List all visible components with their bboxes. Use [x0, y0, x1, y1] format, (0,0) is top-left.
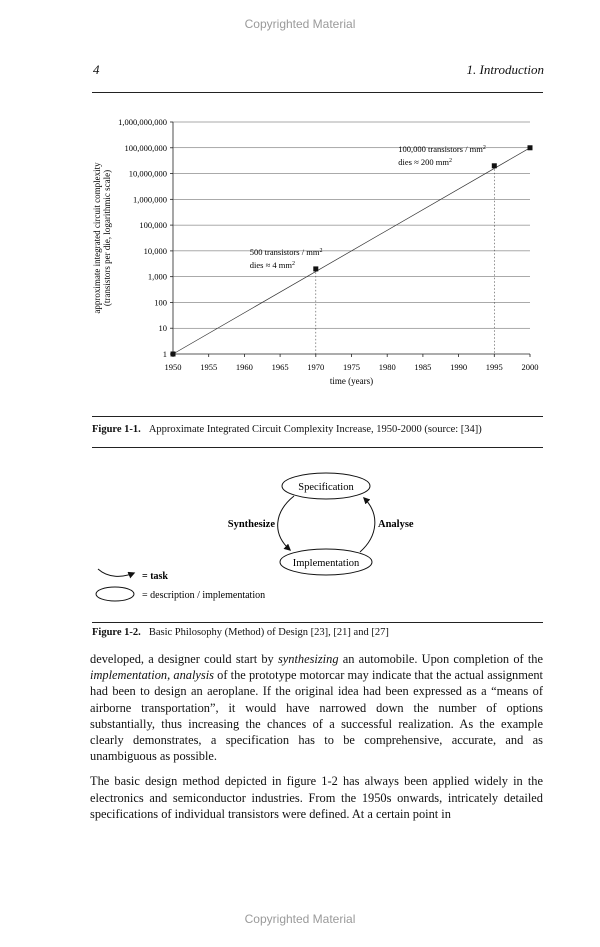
x-tick-label: 1975	[343, 362, 360, 372]
legend-task-arrow-icon	[98, 569, 134, 576]
x-tick-label: 1990	[450, 362, 468, 372]
watermark-bottom: Copyrighted Material	[244, 912, 356, 926]
legend-task-label: = task	[142, 571, 168, 582]
figure2-caption-text: Basic Philosophy (Method) of Design [23], [21] and [27]	[148, 627, 389, 638]
page-number: 4	[93, 62, 100, 77]
watermark-top: Copyrighted Material	[244, 17, 356, 31]
figure1-caption	[92, 424, 482, 435]
y-tick-label: 100,000	[139, 220, 167, 231]
analyse-label: Analyse	[378, 519, 414, 530]
paragraph-2: The basic design method depicted in figure 1-2 has always been applied widely in the electronics and semiconductor industries. From the 1950s onwards, intricately detailed specifications of individual transistors were defined. At a certain point in	[90, 774, 543, 821]
y-tick-label: 10,000,000	[128, 168, 167, 179]
x-tick-label: 1960	[235, 362, 253, 372]
x-tick-label: 1980	[378, 362, 396, 372]
x-axis-label: time (years)	[329, 376, 374, 386]
annotation-1995-line2: dies ≈ 200 $mm^2$	[398, 156, 453, 167]
data-point	[528, 145, 533, 150]
data-point	[171, 352, 176, 357]
analyse-arrow	[360, 498, 375, 552]
x-tick-label: 1950	[164, 362, 182, 372]
y-tick-label: 1	[162, 349, 167, 359]
x-tick-label: 2000	[521, 362, 539, 372]
emphasis-synthesizing: synthesizing	[277, 652, 339, 666]
annotation-1995-line1: 100,000 transistors / $mm^2$	[398, 143, 486, 154]
figure2-label: Figure 1-2.	[92, 627, 141, 638]
y-axis-label-line2: (transistors per die, logarithmic scale)	[102, 169, 112, 307]
design-method-diagram	[88, 462, 548, 612]
y-tick-label: 10	[158, 323, 167, 334]
y-axis-label	[92, 162, 112, 314]
annotation-1970-line2: dies ≈ 4 $mm^2$	[249, 259, 296, 270]
x-tick-label: 1955	[200, 362, 218, 372]
x-tick-label: 1995	[485, 362, 503, 372]
y-tick-label: 1,000,000	[133, 194, 167, 205]
x-tick-label: 1970	[307, 362, 325, 372]
paragraph-1: developed, a designer could start by synthesizing an automobile. Upon completion of the implementation, analysis of the prototype motorcar may indicate that the actual assignment had been to design an aeroplane. If the original idea had been expressed as a “means of airborne transportation”, it would have narrowed down the number of options substantially, thus increasing the chances of a successful realization. As the example clearly demonstrates, a specification has to be comprehensive, accurate, and as unambiguous as possible.	[90, 652, 543, 764]
implementation-label: Implementation	[292, 558, 360, 569]
figure1-caption-text: Approximate Integrated Circuit Complexity Increase, 1950-2000 (source: [34])	[148, 424, 482, 435]
data-point	[492, 163, 497, 168]
x-tick-label: 1985	[414, 362, 432, 372]
annotation-1970-line1: 500 transistors / $mm^2$	[249, 246, 323, 257]
complexity-chart	[88, 108, 548, 398]
y-tick-label: 100	[154, 297, 167, 308]
legend-ellipse-icon	[96, 587, 134, 601]
body-text	[90, 651, 543, 831]
y-tick-label: 1,000	[147, 271, 167, 282]
specification-label: Specification	[298, 482, 354, 493]
running-head: 1. Introduction	[466, 62, 544, 77]
y-tick-label: 100,000,000	[124, 142, 167, 153]
y-tick-label: 1,000,000,000	[118, 117, 167, 127]
figure2-caption	[92, 627, 389, 638]
synthesize-label: Synthesize	[227, 519, 275, 530]
y-tick-label: 10,000	[143, 245, 167, 256]
x-tick-label: 1965	[271, 362, 289, 372]
emphasis-implementation: implementation	[90, 668, 168, 683]
data-point	[313, 266, 318, 271]
y-axis-label-line1: approximate integrated circuit complexity	[92, 162, 102, 314]
figure1-label: Figure 1-1.	[92, 424, 141, 435]
header-rule	[92, 92, 543, 93]
figure1-top-rule	[92, 416, 543, 417]
figure1-bottom-rule	[92, 447, 543, 448]
figure2-top-rule	[92, 622, 543, 623]
synthesize-arrow	[278, 496, 294, 550]
legend-description-label: = description / implementation	[142, 590, 266, 601]
emphasis-analysis: analysis	[173, 668, 214, 683]
